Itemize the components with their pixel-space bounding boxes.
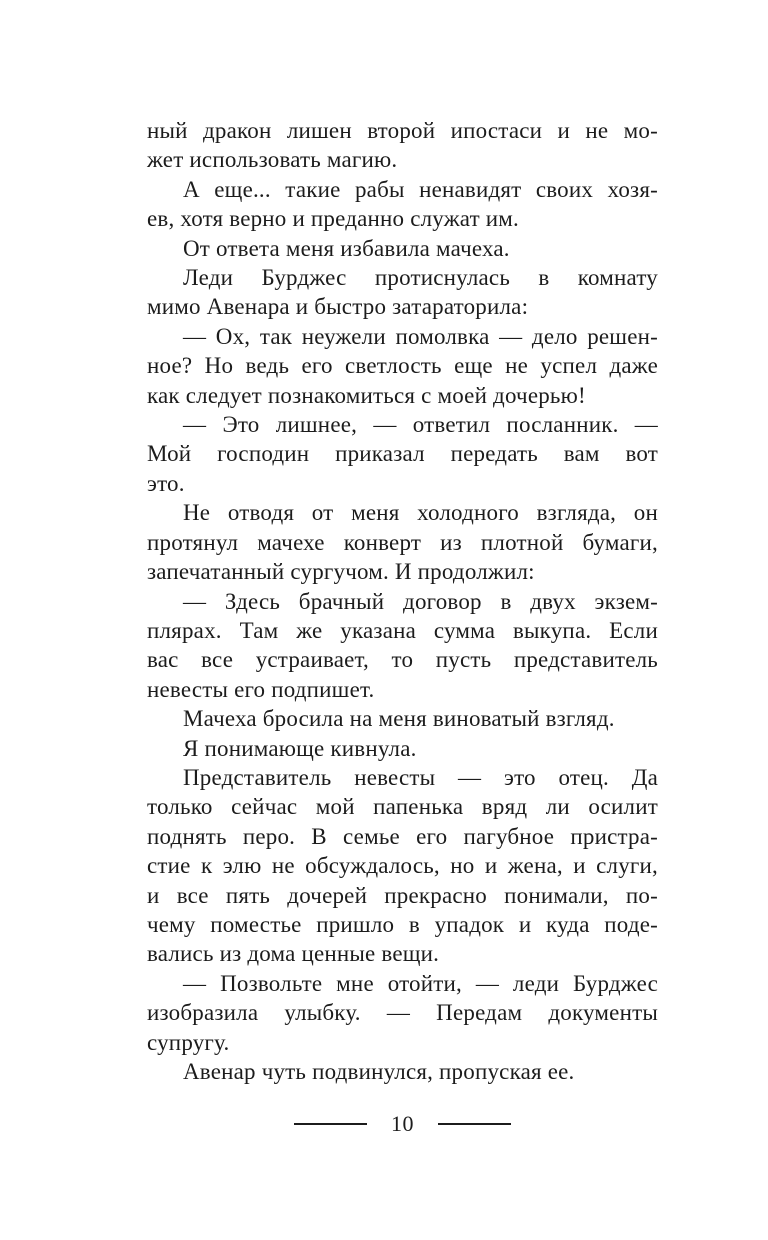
text-line: — Ох, так неужели помолвка — дело решен- xyxy=(183,323,658,349)
paragraph xyxy=(147,734,658,763)
text-line: вас все устраивает, то пусть представитель xyxy=(147,647,658,673)
text-line: чему поместье пришло в упадок и куда поде- xyxy=(147,911,658,937)
text-line: только сейчас мой папенька вряд ли осилит xyxy=(147,794,658,820)
text-line: изобразила улыбку. — Передам документы xyxy=(147,1000,658,1026)
page-number: 10 xyxy=(391,1111,414,1136)
paragraph xyxy=(147,498,658,586)
text-line: как следует познакомиться с моей дочерью! xyxy=(147,382,586,408)
text-line: ный дракон лишен второй ипостаси и не мо- xyxy=(147,118,658,143)
paragraph xyxy=(147,175,658,234)
text-line: — Здесь брачный договор в двух экзем- xyxy=(183,588,658,614)
paragraph xyxy=(147,410,658,498)
paragraph xyxy=(147,587,658,705)
footer-rule-left xyxy=(294,1123,367,1126)
text-line: — Это лишнее, — ответил посланник. — xyxy=(183,412,658,438)
text-line: плярах. Там же указана сумма выкупа. Если xyxy=(147,617,658,643)
text-line: ев, хотя верно и преданно служат им. xyxy=(147,206,520,232)
text-line: и все пять дочерей прекрасно понимали, по- xyxy=(147,882,658,908)
text-line: Мой господин приказал передать вам вот xyxy=(147,441,658,467)
text-line: Не отводя от меня холодного взгляда, он xyxy=(183,500,658,526)
paragraph xyxy=(147,263,658,322)
text-line: Авенар чуть подвинулся, пропуская ее. xyxy=(183,1059,575,1084)
paragraph xyxy=(147,322,658,410)
page-footer xyxy=(147,1108,658,1140)
text-line: супругу. xyxy=(147,1029,230,1055)
text-line: мимо Авенара и быстро затараторила: xyxy=(147,294,529,320)
text-line: жет использовать магию. xyxy=(147,147,398,173)
text-line: Мачеха бросила на меня виноватый взгляд. xyxy=(183,706,615,732)
text-line: протянул мачехе конверт из плотной бумаги, xyxy=(147,529,658,555)
text-line: стие к элю не обсуждалось, но и жена, и слуги, xyxy=(147,853,658,879)
text-line: А еще... такие рабы ненавидят своих хозя- xyxy=(183,176,658,202)
text-line: От ответа меня избавила мачеха. xyxy=(183,235,510,261)
paragraph xyxy=(147,116,658,175)
text-block xyxy=(147,116,658,1086)
text-line: невесты его подпишет. xyxy=(147,676,375,702)
paragraph xyxy=(147,234,658,263)
text-line: Леди Бурджес протиснулась в комнату xyxy=(183,265,658,291)
text-line: Я понимающе кивнула. xyxy=(183,735,417,761)
text-line: поднять перо. В семье его пагубное пристра- xyxy=(147,823,658,849)
text-line: ное? Но ведь его светлость еще не успел даже xyxy=(147,353,658,379)
text-line: — Позвольте мне отойти, — леди Бурджес xyxy=(183,970,658,996)
text-line: запечатанный сургучом. И продолжил: xyxy=(147,559,535,585)
text-line: это. xyxy=(147,470,185,496)
paragraph xyxy=(147,704,658,733)
paragraph xyxy=(147,763,658,969)
paragraph xyxy=(147,969,658,1057)
text-line: Представитель невесты — это отец. Да xyxy=(183,764,658,790)
footer-rule-right xyxy=(438,1123,511,1126)
paragraph xyxy=(147,1057,658,1086)
text-line: вались из дома ценные вещи. xyxy=(147,941,440,967)
